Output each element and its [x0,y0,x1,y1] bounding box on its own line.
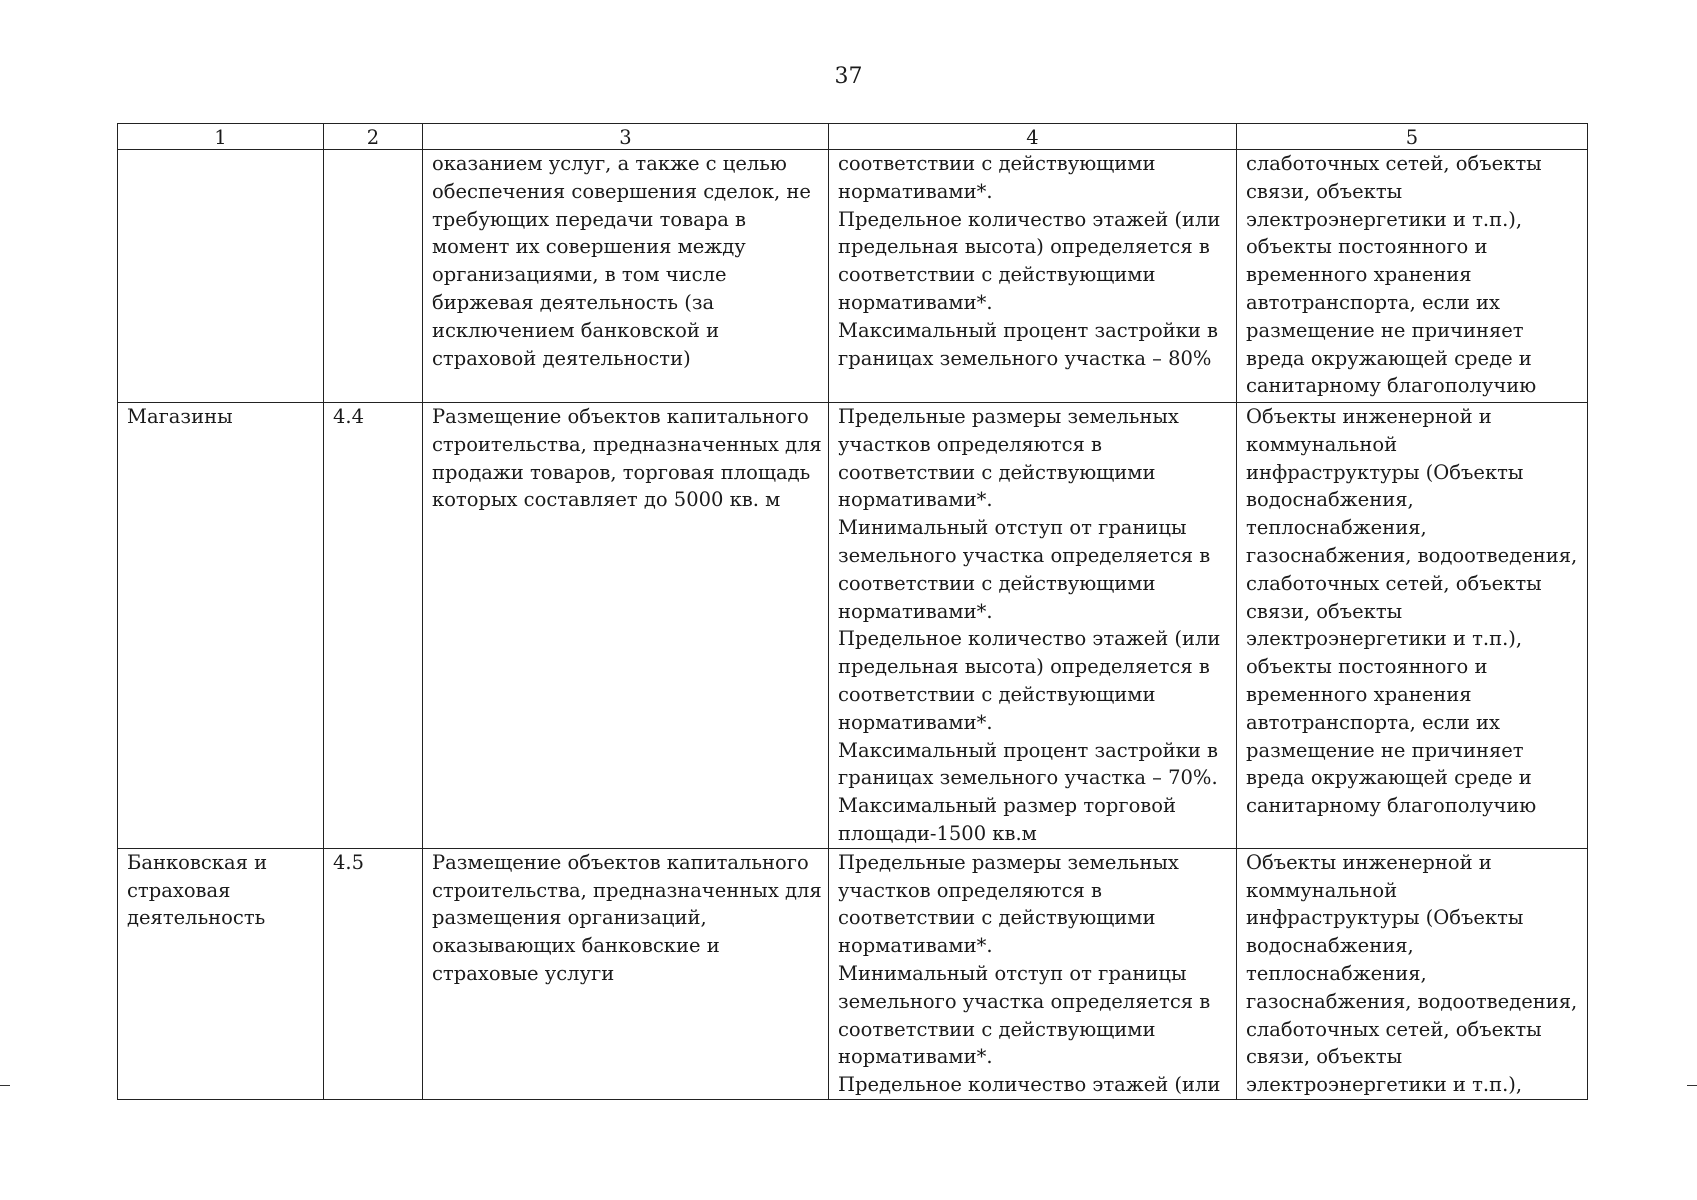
text-line: размещение не причиняет [1246,738,1524,762]
text-line: нормативами*. [838,599,993,623]
text-line: Предельные размеры земельных [838,405,1179,428]
text-line: предельная высота) определяется в [838,655,1210,679]
column-number-row [118,124,1588,150]
text-line: оказывающих банковские и [432,934,720,958]
text-line: временного хранения [1246,263,1472,287]
text-line: объекты постоянного и [1246,655,1488,679]
use-name-cell [118,403,324,849]
text-line: участков определяются в [838,878,1102,902]
text-line: страховые услуги [432,961,615,985]
text-line: коммунальной [1246,878,1398,902]
text-line: Предельное количество этажей (или [838,1073,1221,1097]
text-line: слаботочных сетей, объекты [1246,571,1542,595]
page-number: 37 [834,64,863,89]
text-line: Размещение объектов капитального [432,405,809,428]
auxiliary-uses-cell [1237,403,1588,849]
use-description-cell [423,848,829,1099]
text-line: площади-1500 кв.м [838,821,1037,845]
text-line: санитарному благополучию [1246,794,1537,818]
zoning-table [117,123,1588,1100]
text-line: газоснабжения, водоотведения, [1246,543,1578,567]
text-line: электроэнергетики и т.п.), [1246,207,1523,231]
text-line: соответствии с действующими [838,571,1156,595]
text-line: водоснабжения, [1246,934,1414,958]
text-line: нормативами*. [838,179,993,203]
column-number: 5 [1237,124,1588,150]
text-line: соответствии с действующими [838,906,1156,930]
scan-margin-mark [0,1085,10,1086]
text-line: нормативами*. [838,710,993,734]
text-line: Минимальный отступ от границы [838,516,1187,540]
text-line: Максимальный процент застройки в [838,738,1219,762]
text-line: размещения организаций, [432,906,707,930]
text-line: соответствии с действующими [838,460,1156,484]
text-line: коммунальной [1246,432,1398,456]
table-row [118,403,1588,849]
text-line: предельная высота) определяется в [838,235,1210,259]
text-line: инфраструктуры (Объекты [1246,460,1524,484]
column-number: 2 [324,124,423,150]
text-line: участков определяются в [838,432,1102,456]
text-line: продажи товаров, торговая площадь [432,460,811,484]
limit-parameters-cell [829,150,1237,403]
column-number: 3 [423,124,829,150]
limit-parameters-cell [829,848,1237,1099]
text-line: которых составляет до 5000 кв. м [432,488,781,512]
table-row [118,150,1588,403]
text-line: автотранспорта, если их [1246,710,1501,734]
text-line: вреда окружающей среде и [1246,346,1532,370]
text-line: соответствии с действующими [838,152,1156,175]
scan-margin-mark [1687,1085,1697,1086]
text-line: вреда окружающей среде и [1246,766,1532,790]
limit-parameters-cell [829,403,1237,849]
text-line: Предельные размеры земельных [838,850,1179,874]
text-line: Предельное количество этажей (или [838,207,1221,231]
text-line: земельного участка определяется в [838,989,1211,1013]
text-line: Предельное количество этажей (или [838,627,1221,651]
text-line: строительства, предназначенных для [432,878,822,902]
text-line: Магазины [127,405,233,428]
auxiliary-uses-cell [1237,150,1588,403]
text-line: газоснабжения, водоотведения, [1246,989,1578,1013]
text-line: соответствии с действующими [838,682,1156,706]
text-line: автотранспорта, если их [1246,290,1501,314]
text-line: границах земельного участка – 80% [838,346,1212,370]
use-name-cell [118,150,324,403]
use-code-cell [324,150,423,403]
use-description-cell [423,150,829,403]
table-row [118,848,1588,1099]
text-line: Максимальный процент застройки в [838,318,1219,342]
text-line: нормативами*. [838,488,993,512]
text-line: Минимальный отступ от границы [838,961,1187,985]
text-line: границах земельного участка – 70%. [838,766,1218,790]
text-line: земельного участка определяется в [838,543,1211,567]
text-line: Банковская и [127,850,268,874]
table-body [118,150,1588,1100]
text-line: электроэнергетики и т.п.), [1246,627,1523,651]
text-line: соответствии с действующими [838,263,1156,287]
column-number: 4 [829,124,1237,150]
text-line: санитарному благополучию [1246,374,1537,398]
text-line: требующих передачи товара в [432,207,747,231]
text-line: соответствии с действующими [838,1017,1156,1041]
text-line: исключением банковской и [432,318,720,342]
use-code-cell: 4.4 [324,403,423,849]
text-line: биржевая деятельность (за [432,290,715,314]
text-line: Объекты инженерной и [1246,850,1492,874]
text-line: момент их совершения между [432,235,746,259]
text-line: страховой деятельности) [432,346,691,370]
use-description-cell [423,403,829,849]
text-line: нормативами*. [838,934,993,958]
text-line: теплоснабжения, [1246,961,1427,985]
text-line: Максимальный размер торговой [838,794,1177,818]
use-name-cell [118,848,324,1099]
text-line: водоснабжения, [1246,488,1414,512]
auxiliary-uses-cell [1237,848,1588,1099]
text-line: организациями, в том числе [432,263,727,287]
text-line: теплоснабжения, [1246,516,1427,540]
text-line: связи, объекты [1246,599,1403,623]
text-line: Объекты инженерной и [1246,405,1492,428]
text-line: Размещение объектов капитального [432,850,809,874]
text-line: электроэнергетики и т.п.), [1246,1073,1523,1097]
text-line: временного хранения [1246,682,1472,706]
text-line: слаботочных сетей, объекты [1246,152,1542,175]
text-line: объекты постоянного и [1246,235,1488,259]
text-line: связи, объекты [1246,179,1403,203]
text-line: обеспечения совершения сделок, не [432,179,811,203]
text-line: оказанием услуг, а также с целью [432,152,787,175]
text-line: размещение не причиняет [1246,318,1524,342]
text-line: нормативами*. [838,1045,993,1069]
text-line: строительства, предназначенных для [432,432,822,456]
text-line: страховая [127,878,231,902]
column-number: 1 [118,124,324,150]
text-line: деятельность [127,906,266,930]
text-line: инфраструктуры (Объекты [1246,906,1524,930]
text-line: связи, объекты [1246,1045,1403,1069]
use-code-cell: 4.5 [324,848,423,1099]
text-line: нормативами*. [838,290,993,314]
text-line: слаботочных сетей, объекты [1246,1017,1542,1041]
